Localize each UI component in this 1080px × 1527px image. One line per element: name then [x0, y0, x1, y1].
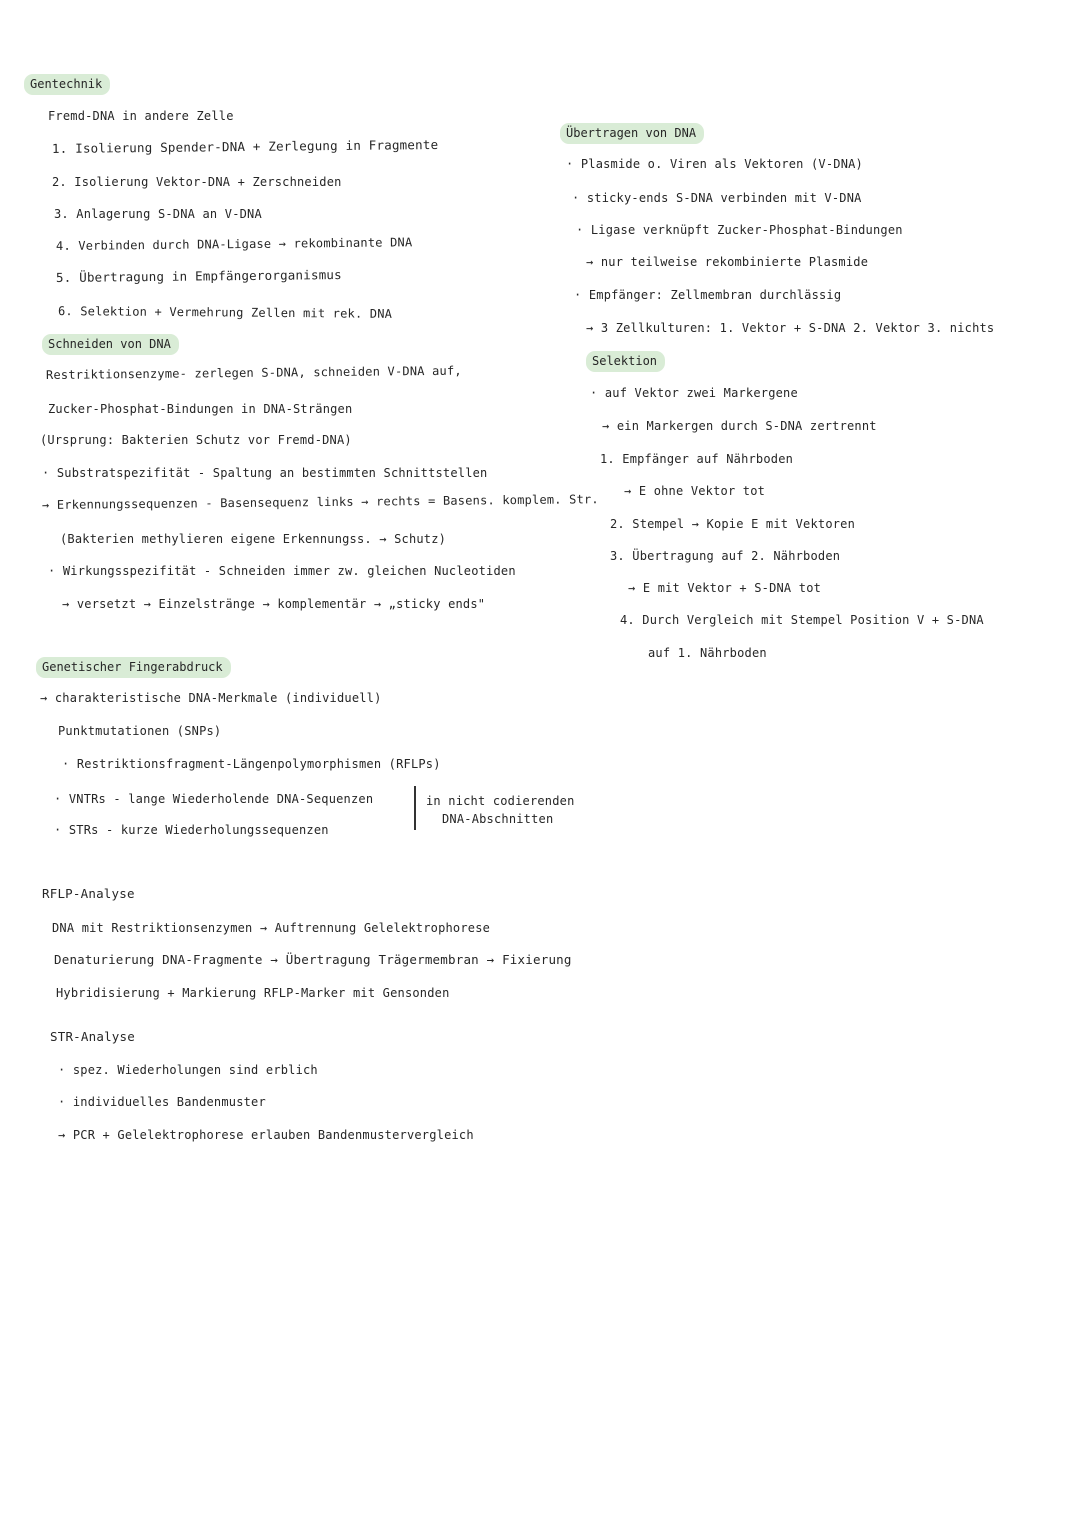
selektion-line-5: 2. Stempel → Kopie E mit Vektoren [610, 517, 856, 531]
heading-fingerabdruck: Genetischer Fingerabdruck [36, 657, 231, 678]
schneiden-line-8: → versetzt → Einzelstränge → komplementär → „sticky ends" [62, 597, 486, 611]
schneiden-line-6: (Bakterien methylieren eigene Erkennungss. → Schutz) [60, 532, 447, 546]
selektion-line-2: → ein Markergen durch S-DNA zertrennt [602, 419, 877, 433]
heading-gentechnik: Gentechnik [24, 74, 110, 95]
schneiden-line-4: · Substratspezifität - Spaltung an bestimmten Schnittstellen [42, 466, 488, 480]
heading-str: STR-Analyse [50, 1029, 135, 1044]
gentechnik-step-3: 3. Anlagerung S-DNA an V-DNA [54, 207, 262, 221]
selektion-line-8: 4. Durch Vergleich mit Stempel Position V + S-DNA [620, 613, 984, 627]
uebertragen-line-4: → nur teilweise rekombinierte Plasmide [586, 255, 869, 269]
fingerabdruck-line-4: · VNTRs - lange Wiederholende DNA-Sequenzen [54, 792, 374, 806]
selektion-line-9: auf 1. Nährboden [648, 646, 767, 660]
uebertragen-line-3: · Ligase verknüpft Zucker-Phosphat-Bindungen [576, 223, 903, 237]
str-line-3: → PCR + Gelelektrophorese erlauben Bandenmustervergleich [58, 1128, 474, 1142]
gentechnik-intro: Fremd-DNA in andere Zelle [48, 109, 234, 123]
fingerabdruck-line-2: Punktmutationen (SNPs) [58, 724, 222, 738]
fingerabdruck-side-note-1: in nicht codierenden [426, 794, 575, 808]
schneiden-line-7: · Wirkungsspezifität - Schneiden immer zw. gleichen Nucleotiden [48, 564, 516, 578]
str-line-2: · individuelles Bandenmuster [58, 1095, 266, 1109]
selektion-line-3: 1. Empfänger auf Nährboden [600, 452, 794, 466]
gentechnik-step-6: 6. Selektion + Vermehrung Zellen mit rek. DNA [57, 304, 393, 321]
selektion-line-1: · auf Vektor zwei Markergene [590, 386, 798, 400]
bracket-divider [414, 786, 416, 830]
gentechnik-step-5: 5. Übertragung in Empfängerorganismus [55, 267, 342, 285]
rflp-line-2: Denaturierung DNA-Fragmente → Übertragung Trägermembran → Fixierung [54, 952, 572, 967]
heading-rflp: RFLP-Analyse [42, 886, 135, 901]
schneiden-line-2: Zucker-Phosphat-Bindungen in DNA-Strängen [48, 402, 353, 416]
rflp-line-1: DNA mit Restriktionsenzymen → Auftrennung Gelelektrophorese [52, 921, 491, 935]
uebertragen-line-2: · sticky-ends S-DNA verbinden mit V-DNA [572, 191, 862, 205]
selektion-line-7: → E mit Vektor + S-DNA tot [628, 581, 822, 595]
gentechnik-step-4: 4. Verbinden durch DNA-Ligase → rekombinante DNA [55, 235, 413, 253]
schneiden-line-5: → Erkennungssequenzen - Basensequenz links → rechts = Basens. komplem. Str. [41, 492, 599, 512]
fingerabdruck-side-note-2: DNA-Abschnitten [442, 812, 554, 826]
fingerabdruck-line-3: · Restriktionsfragment-Längenpolymorphismen (RFLPs) [62, 757, 441, 771]
selektion-line-4: → E ohne Vektor tot [624, 484, 766, 498]
heading-uebertragen: Übertragen von DNA [560, 123, 704, 144]
heading-schneiden: Schneiden von DNA [42, 334, 179, 355]
fingerabdruck-line-1: → charakteristische DNA-Merkmale (individuell) [40, 691, 382, 705]
schneiden-line-1: Restriktionsenzyme- zerlegen S-DNA, schneiden V-DNA auf, [45, 363, 462, 382]
str-line-1: · spez. Wiederholungen sind erblich [58, 1063, 318, 1077]
fingerabdruck-line-5: · STRs - kurze Wiederholungssequenzen [54, 823, 329, 837]
gentechnik-step-1: 1. Isolierung Spender-DNA + Zerlegung in Fragmente [51, 136, 439, 156]
uebertragen-line-6: → 3 Zellkulturen: 1. Vektor + S-DNA 2. Vektor 3. nichts [586, 321, 995, 335]
heading-selektion: Selektion [586, 351, 665, 372]
gentechnik-step-2: 2. Isolierung Vektor-DNA + Zerschneiden [52, 175, 342, 189]
uebertragen-line-5: · Empfänger: Zellmembran durchlässig [574, 288, 842, 302]
uebertragen-line-1: · Plasmide o. Viren als Vektoren (V-DNA) [566, 157, 863, 171]
schneiden-line-3: (Ursprung: Bakterien Schutz vor Fremd-DNA) [40, 433, 352, 447]
selektion-line-6: 3. Übertragung auf 2. Nährboden [610, 549, 841, 563]
rflp-line-3: Hybridisierung + Markierung RFLP-Marker mit Gensonden [56, 986, 450, 1000]
